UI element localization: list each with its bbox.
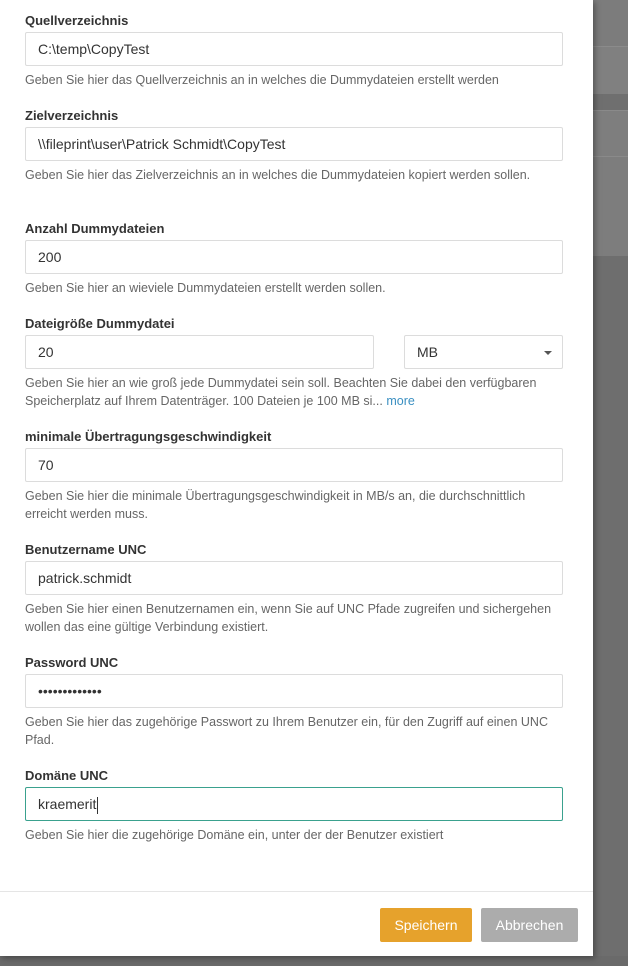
speed-group [25,428,568,541]
background-page [593,0,628,46]
size-label: Dateigröße Dummydatei [25,316,175,331]
user-help: Geben Sie hier einen Benutzernamen ein, wenn Sie auf UNC Pfade zugreifen und sichergehen wollen das eine gültige Verbindung existiert. [25,602,552,634]
target-directory-input[interactable]: \\fileprint\user\Patrick Schmidt\CopyTest [25,127,563,161]
unc-username-input[interactable]: patrick.schmidt [25,561,563,595]
source-label: Quellverzeichnis [25,13,129,28]
user-group [25,541,568,654]
count-help: Geben Sie hier an wieviele Dummydateien erstellt werden sollen. [25,281,386,295]
background-page [593,110,628,156]
text-cursor [97,797,98,814]
unc-domain-input[interactable] [25,787,563,821]
user-label: Benutzername UNC [25,542,147,557]
domain-value: kraemerit [38,796,97,812]
size-unit-value: MB [417,344,438,360]
background-page [0,956,628,966]
size-group [25,315,568,428]
speed-help: Geben Sie hier die minimale Übertragungsgeschwindigkeit in MB/s an, die durchschnittlich erreicht werden muss. [25,489,526,521]
background-page [593,256,628,956]
save-button[interactable]: Speichern [380,908,472,942]
chevron-down-icon [544,351,552,355]
source-help: Geben Sie hier das Quellverzeichnis an in welches die Dummydateien erstellt werden [25,73,499,87]
background-page [593,94,628,110]
more-link[interactable]: more [386,394,415,408]
count-group [25,220,568,315]
source-group [25,12,568,107]
target-group [25,107,568,220]
domain-help: Geben Sie hier die zugehörige Domäne ein, unter der der Benutzer existiert [25,828,444,842]
password-help: Geben Sie hier das zugehörige Passwort zu Ihrem Benutzer ein, für den Zugriff auf einen UNC Pfad. [25,715,548,747]
dummy-count-input[interactable]: 200 [25,240,563,274]
min-speed-input[interactable]: 70 [25,448,563,482]
password-label: Password UNC [25,655,119,670]
speed-label: minimale Übertragungsgeschwindigkeit [25,429,272,444]
source-directory-input[interactable]: C:\temp\CopyTest [25,32,563,66]
count-label: Anzahl Dummydateien [25,221,165,236]
domain-group [25,767,568,844]
size-help [25,374,568,410]
file-size-input[interactable]: 20 [25,335,374,369]
background-page [593,156,628,256]
domain-label: Domäne UNC [25,768,109,783]
unc-password-input[interactable]: ••••••••••••• [25,674,563,708]
background-page [593,46,628,94]
size-unit-select[interactable] [404,335,563,369]
password-group [25,654,568,767]
dialog-footer [0,891,593,956]
cancel-button[interactable]: Abbrechen [481,908,578,942]
size-help-text: Geben Sie hier an wie groß jede Dummydatei sein soll. Beachten Sie dabei den verfügbaren Speicherplatz auf Ihrem Datenträger. 100 Dateien je 100 MB si... [25,376,537,408]
target-label: Zielverzeichnis [25,108,119,123]
target-help: Geben Sie hier das Zielverzeichnis an in welches die Dummydateien kopiert werden sollen. [25,168,531,182]
